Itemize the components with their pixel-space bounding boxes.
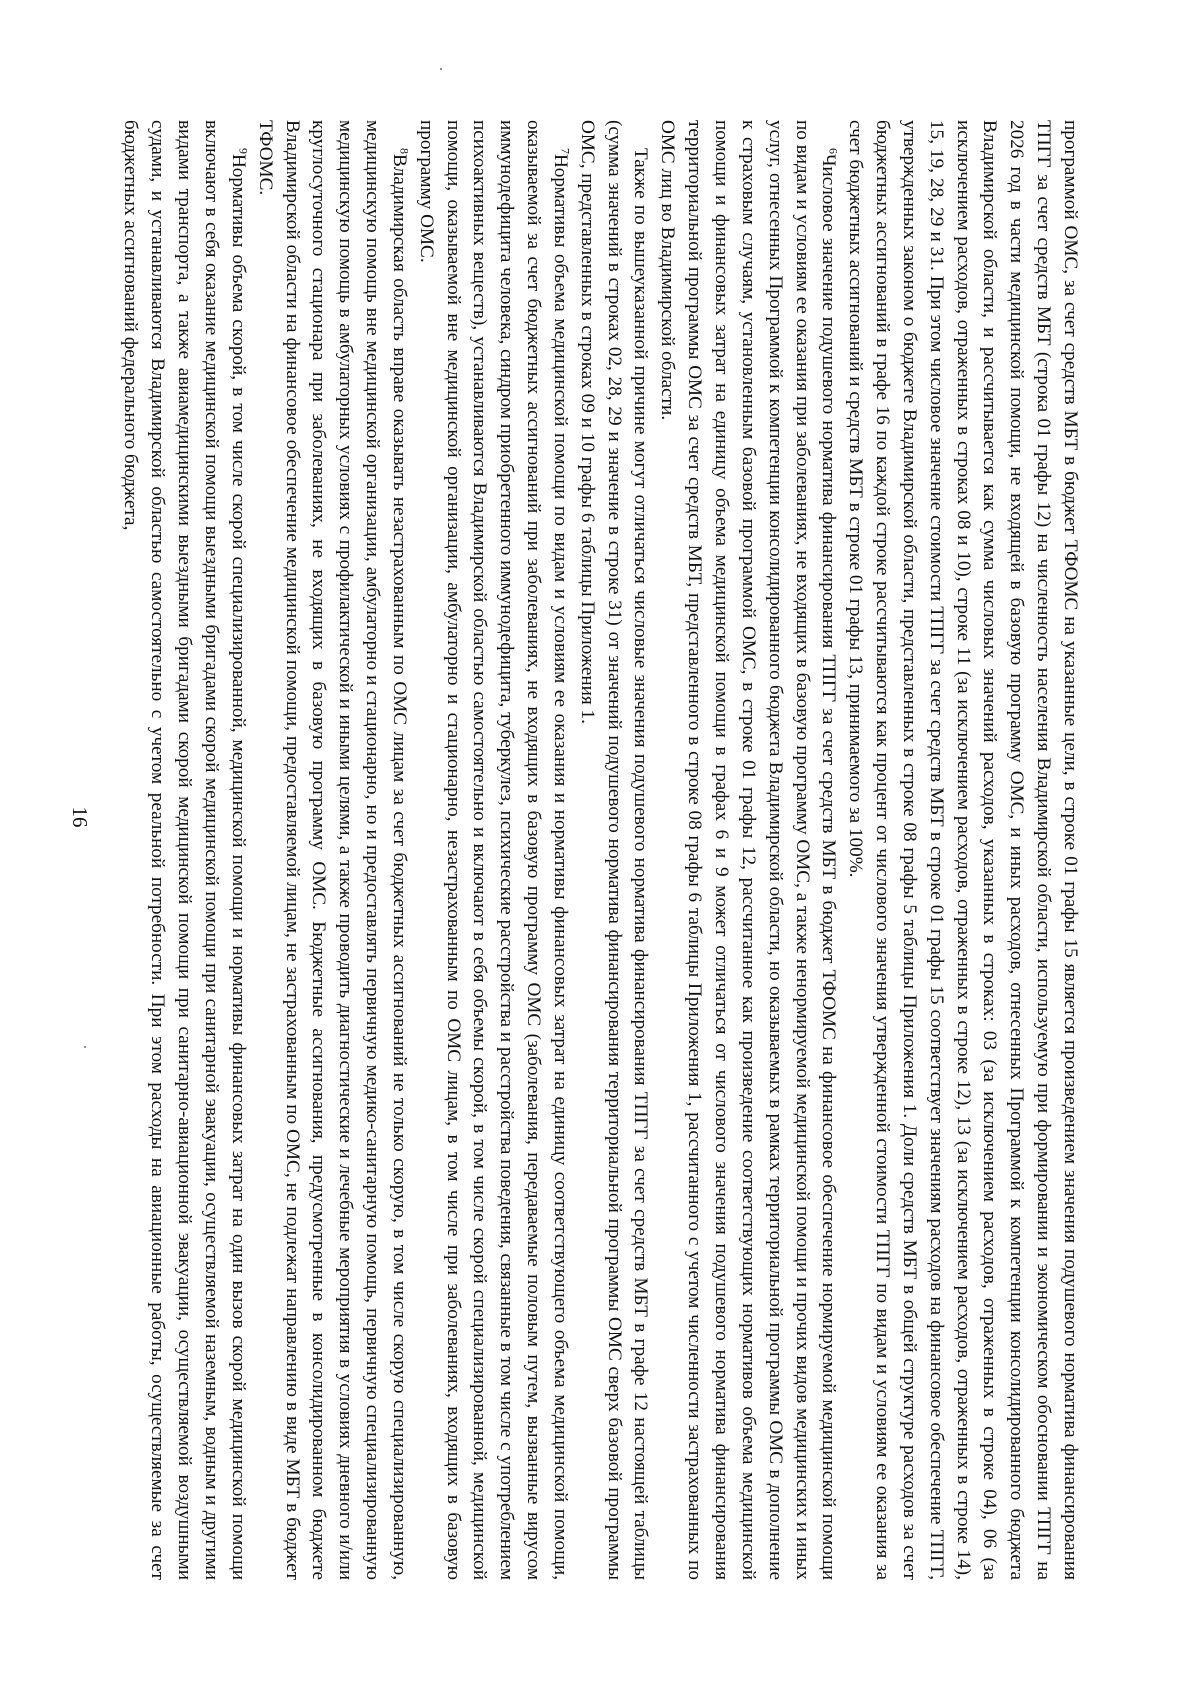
paragraph-text: Числовое значение подушевого норматива финансирования ТПГГ за счет средств МБТ в бюджет ТФОМС на финансовое обеспечение нормируемой медицинской помощи по видам и условиям ее оказания при заболеваниях, не входящих в базовую программу ОМС, а также ненормируемой медицинской помощи и прочих видов медицинских и иных услуг, отнесенных Программой к компетенции консолидированного бюджета Владимирской области, но оказываемых в рамках территориальной программы ОМС в дополнение к страховым случаям, установленным базовой программой ОМС, в строке 01 графы 12, рассчитанное как произведение соответствующих нормативов объема медицинской помощи и финансовых затрат на единицу объема медицинской помощи в графах 6 и 9 может отличаться от числового значения подушевого норматива финансирования территориальной программы ОМС за счет средств МБТ, представленного в строке 08 графы 6 таблицы Приложения 1, рассчитанного с учетом численности застрахованных по ОМС лиц во Владимирской области. <box>657 120 840 1580</box>
footnote-marker: 8 <box>397 148 412 154</box>
footnote-paragraph <box>412 120 573 1580</box>
footnote-paragraph <box>251 120 412 1580</box>
paragraph <box>573 120 654 1580</box>
paragraph <box>842 120 1084 1580</box>
scan-speck <box>440 68 442 70</box>
footnote-marker: 6 <box>827 148 842 154</box>
paragraph-text: Владимирская область вправе оказывать незастрахованным по ОМС лицам за счет бюджетных ассигнований не только скорую, в том числе скорую специализированную, медицинскую помощь вне медицинской организации, амбулаторно и стационарно, но и предоставлять первичную медико-санитарную помощь, первичную специализированную медицинскую помощь в амбулаторных условиях с профилактической и иными целями, а также проводить диагностические и лечебные мероприятия в условиях дневного и/или круглосуточного стационара при заболеваниях, не входящих в базовую программу ОМС. Бюджетные ассигнования, предусмотренные в консолидированном бюджете Владимирской области на финансовое обеспечение медицинской помощи, предоставляемой лицам, не застрахованным по ОМС, не подлежат направлению в виде МБТ в бюджет ТФОМС. <box>254 120 411 1580</box>
paragraph-text: Нормативы объема медицинской помощи по видам и условиям ее оказания и нормативы финансовых затрат на единицу соответствующего объема медицинской помощи, оказываемой за счет бюджетных ассигнований при заболеваниях, не входящих в базовую программу ОМС (заболевания, передаваемые половым путем, вызванные вирусом иммунодефицита человека, синдром приобретенного иммунодефицита, туберкулез, психические расстройства и расстройства поведения, связанные в том числе с употреблением психоактивных веществ), устанавливаются Владимирской областью самостоятельно и включают в себя объемы скорой, в том числе скорой специализированной, медицинской помощи, оказываемой вне медицинской организации, амбулаторно и стационарно, незастрахованным по ОМС лицам, в том числе при заболеваниях, входящих в базовую программу ОМС. <box>415 120 572 1580</box>
scan-speck <box>84 1046 86 1048</box>
document-body <box>117 120 1083 1580</box>
paragraph-text: Нормативы объема скорой, в том числе скорой специализированной, медицинской помощи и нормативы финансовых затрат на один вызов скорой медицинской помощи включают в себя оказание медицинской помощи выездными бригадами скорой медицинской помощи при санитарной эвакуации, осуществляемой наземным, водным и другими видами транспорта, а также авиамедицинскими выездными бригадами скорой медицинской помощи при санитарно-авиационной эвакуации, осуществляемой воздушными судами, и устанавливаются Владимирской областью самостоятельно с учетом реальной потребности. При этом расходы на авиационные работы, осуществляемые за счет бюджетных ассигнований федерального бюджета, <box>120 120 250 1580</box>
footnote-marker: 9 <box>236 148 251 154</box>
footnote-paragraph <box>654 120 842 1580</box>
paragraph-text: Также по вышеуказанной причине могут отличаться числовые значения подушевого норматива финансирования ТПГГ за счет средств МБТ в графе 12 настоящей таблицы (сумма значений в строках 02, 28, 29 и значение в строке 31) от значений подушевого норматива финансирования территориальной программы ОМС сверх базовой программы ОМС, представленных в строках 09 и 10 графы 6 таблицы Приложения 1. <box>577 120 652 1580</box>
footnote-paragraph <box>117 120 251 1580</box>
footnote-marker: 7 <box>558 148 573 154</box>
paragraph-text: программой ОМС, за счет средств МБТ в бюджет ТФОМС на указанные цели, в строке 01 графы 15 является произведением значения подушевого норматива финансирования ТПГГ за счет средств МБТ (строка 01 графы 12) на численность населения Владимирской области, используемую при формировании и экономическом обосновании ТПГГ на 2026 год в части медицинской помощи, не входящей в базовую программу ОМС, и иных расходов, отнесенных Программой к компетенции консолидированного бюджета Владимирской области, и рассчитывается как сумма числовых значений расходов, указанных в строках: 03 (за исключением расходов, отраженных в строке 04), 06 (за исключением расходов, отраженных в строках 08 и 10), строке 11 (за исключением расходов, отраженных в строке 12), 13 (за исключением расходов, отраженных в строке 14), 15, 19, 28, 29 и 31. При этом числовое значение стоимости ТПГГ за счет средств МБТ в строке 01 графы 15 соответствует значениям расходов на финансовое обеспечение ТПГГ, утвержденных законом о бюджете Владимирской области, представленных в строке 08 графы 5 таблицы Приложения 1. Доли средств МБТ в общей структуре расходов за счет бюджетных ассигнований в графе 16 по каждой строке рассчитываются как процент от числового значения утвержденной стоимости ТПГГ по видам и условиям ее оказания за счет бюджетных ассигнований и средств МБТ в строке 01 графы 13, принимаемого за 100%. <box>845 120 1082 1580</box>
page-number: 16 <box>68 806 92 828</box>
